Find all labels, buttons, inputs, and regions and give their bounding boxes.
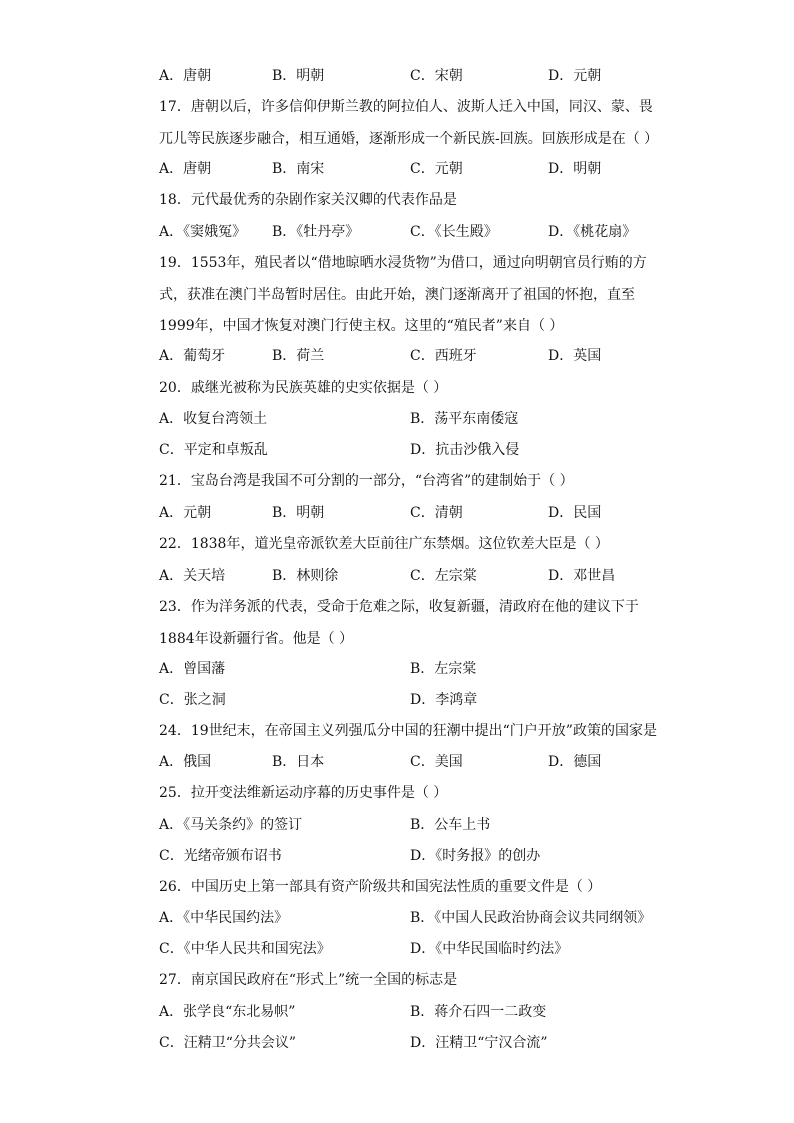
q17-option-d: D．明朝 xyxy=(548,161,602,177)
q19-option-a: A．葡萄牙 xyxy=(159,348,226,364)
q23-text: 23．作为洋务派的代表，受命于危难之际，收复新疆，清政府在他的建议下于1884年设新疆行省。他是（ ） xyxy=(159,599,639,647)
q21-option-a: A．元朝 xyxy=(159,505,212,521)
q16-option-b: B．明朝 xyxy=(272,68,325,84)
q16-option-a: A．唐朝 xyxy=(159,68,212,84)
q26-option-c: C．《中华人民共和国宪法》 xyxy=(159,941,331,957)
q26-option-b: B．《中国人民政治协商会议共同纲领》 xyxy=(410,910,652,926)
q20-option-d: D．抗击沙俄入侵 xyxy=(410,442,520,458)
q22-option-d: D．邓世昌 xyxy=(548,568,616,584)
q18-text: 18．元代最优秀的杂剧作家关汉卿的代表作品是 xyxy=(159,192,457,208)
q18-option-c: C．《长生殿》 xyxy=(410,224,498,240)
q27-option-a: A．张学良“东北易帜” xyxy=(159,1004,296,1020)
q24-option-b: B．日本 xyxy=(272,754,325,770)
q25-option-a: A．《马关条约》的签订 xyxy=(159,817,303,833)
q19-option-b: B．荷兰 xyxy=(272,348,325,364)
q21-option-b: B．明朝 xyxy=(272,505,325,521)
q27-option-c: C．汪精卫“分共会议” xyxy=(159,1035,297,1051)
q23-option-a: A．曾国藩 xyxy=(159,661,226,677)
q27-option-b: B．蒋介石四一二政变 xyxy=(410,1004,547,1020)
q25-option-b: B．公车上书 xyxy=(410,817,491,833)
q22-option-c: C．左宗棠 xyxy=(410,568,477,584)
q24-text: 24．19世纪末，在帝国主义列强瓜分中国的狂潮中提出“门户开放”政策的国家是 xyxy=(159,723,657,739)
q24-option-c: C．美国 xyxy=(410,754,463,770)
q22-option-b: B．林则徐 xyxy=(272,568,339,584)
q17-option-c: C．元朝 xyxy=(410,161,463,177)
q17-option-b: B．南宋 xyxy=(272,161,325,177)
q18-option-d: D．《桃花扇》 xyxy=(548,224,637,240)
q23-option-d: D．李鸿章 xyxy=(410,692,478,708)
q21-option-c: C．清朝 xyxy=(410,505,463,521)
q26-option-d: D．《中华民国临时约法》 xyxy=(410,941,569,957)
q27-text: 27．南京国民政府在“形式上”统一全国的标志是 xyxy=(159,972,458,988)
q17-text: 17．唐朝以后，许多信仰伊斯兰教的阿拉伯人、波斯人迁入中国，同汉、蒙、畏兀儿等民族逐步融合，相互通婚，逐渐形成一个新民族-回族。回族形成是在（ ） xyxy=(159,99,659,147)
q26-option-a: A．《中华民国约法》 xyxy=(159,910,289,926)
q24-option-d: D．德国 xyxy=(548,754,602,770)
q26-text: 26．中国历史上第一部具有资产阶级共和国宪法性质的重要文件是（ ） xyxy=(159,879,602,895)
q18-option-a: A．《窦娥冤》 xyxy=(159,224,247,240)
q25-option-d: D．《时务报》的创办 xyxy=(410,848,541,864)
q23-option-b: B．左宗棠 xyxy=(410,661,477,677)
q25-text: 25．拉开变法维新运动序幕的历史事件是（ ） xyxy=(159,785,448,801)
q18-option-b: B．《牡丹亭》 xyxy=(272,224,360,240)
q20-text: 20．戚继光被称为民族英雄的史实依据是（ ） xyxy=(159,380,448,396)
q20-option-c: C．平定和卓叛乱 xyxy=(159,442,268,458)
q19-option-d: D．英国 xyxy=(548,348,602,364)
q23-option-c: C．张之洞 xyxy=(159,692,226,708)
q21-option-d: D．民国 xyxy=(548,505,602,521)
q17-option-a: A．唐朝 xyxy=(159,161,212,177)
q25-option-c: C．光绪帝颁布诏书 xyxy=(159,848,282,864)
q16-option-c: C．宋朝 xyxy=(410,68,463,84)
q20-option-b: B．荡平东南倭寇 xyxy=(410,411,519,427)
q22-option-a: A．关天培 xyxy=(159,568,226,584)
q24-option-a: A．俄国 xyxy=(159,754,212,770)
q21-text: 21．宝岛台湾是我国不可分割的一部分，“台湾省”的建制始于（ ） xyxy=(159,473,574,489)
q19-text: 19．1553年，殖民者以“借地晾晒水浸货物”为借口，通过向明朝官员行贿的方式，获准在澳门半岛暂时居住。由此开始，澳门逐渐离开了祖国的怀抱，直至1999年，中国才恢复对澳门行使主权。这里的“殖民者”来自（ ） xyxy=(159,255,647,334)
q22-text: 22．1838年，道光皇帝派钦差大臣前往广东禁烟。这位钦差大臣是（ ） xyxy=(159,536,609,552)
q20-option-a: A．收复台湾领土 xyxy=(159,411,268,427)
q16-option-d: D．元朝 xyxy=(548,68,602,84)
q19-option-c: C．西班牙 xyxy=(410,348,477,364)
q27-option-d: D．汪精卫“宁汉合流” xyxy=(410,1035,548,1051)
